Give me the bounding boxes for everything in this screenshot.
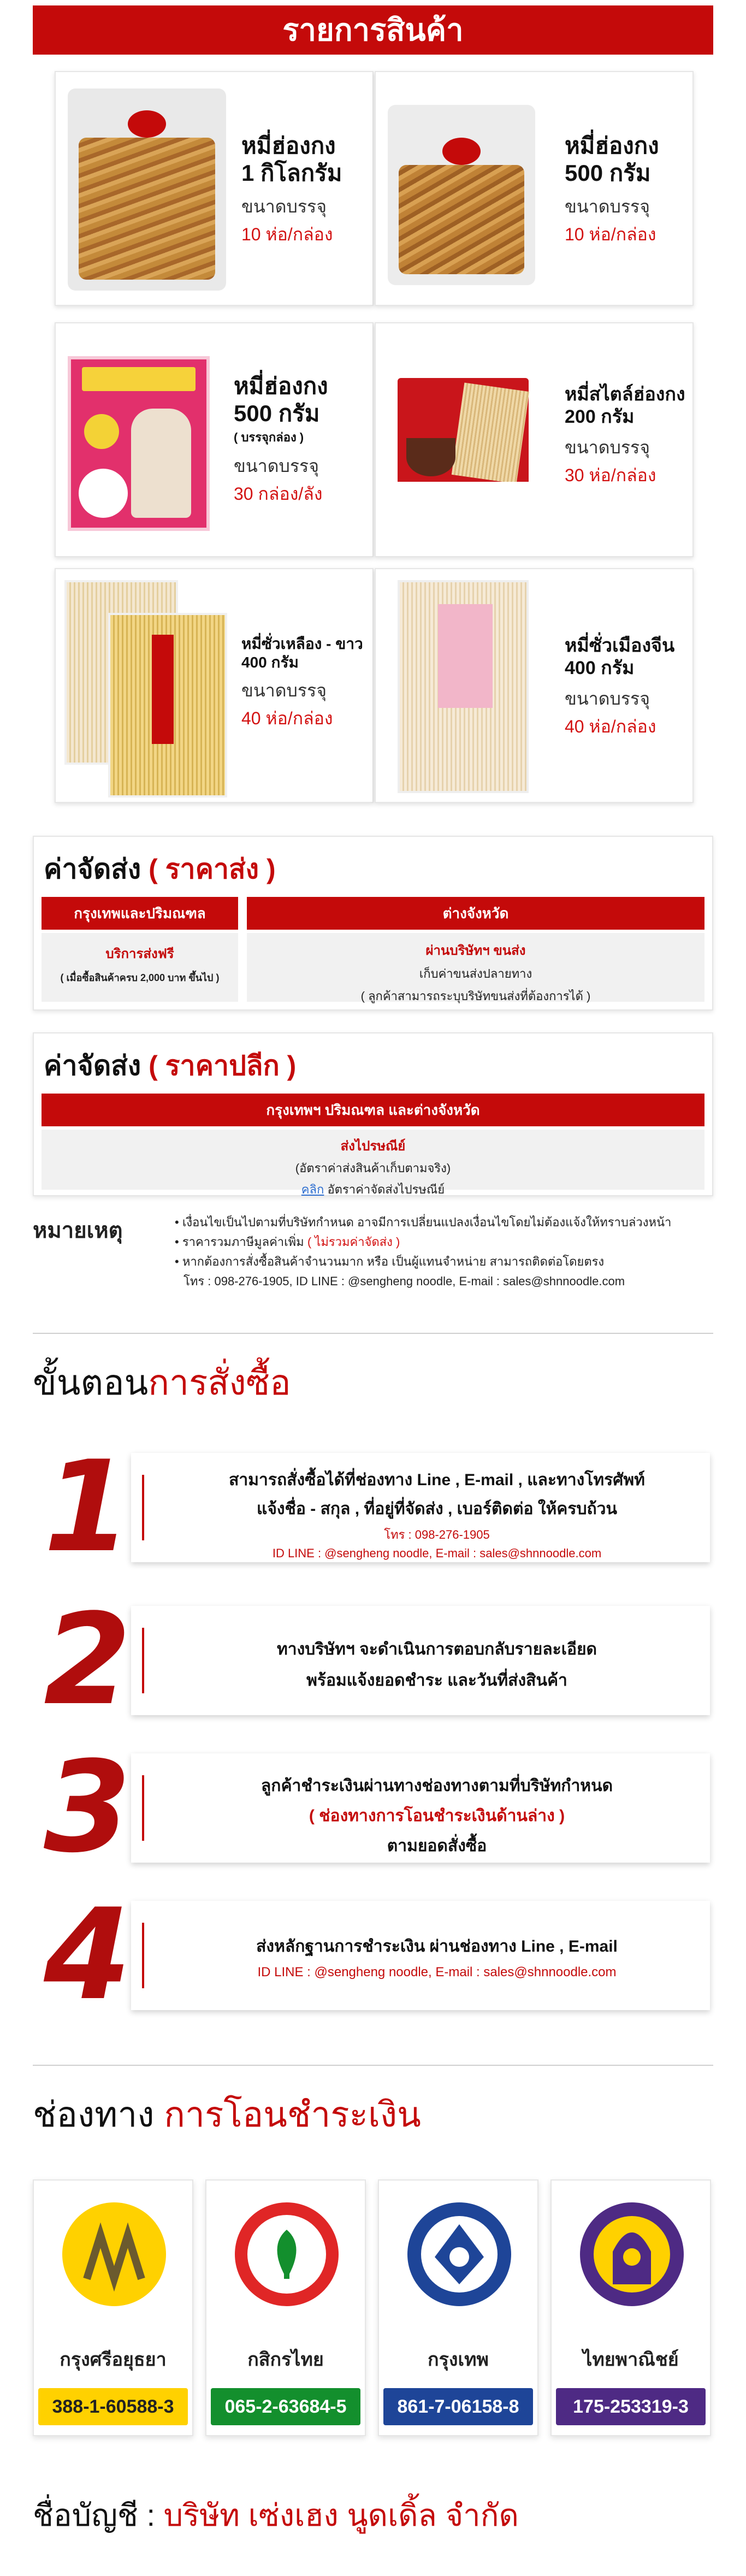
shipping-retail-title: ค่าจัดส่ง ( ราคาปลีก ) — [44, 1050, 297, 1081]
bank-account: 861-7-06158-8 — [383, 2388, 533, 2425]
pack-size-label: ขนาดบรรจุ — [241, 681, 327, 701]
account-name-label: ชื่อบัญชี : — [33, 2498, 156, 2532]
product-note: ( บรรจุกล่อง ) — [234, 430, 304, 444]
shipping-wholesale-title: ค่าจัดส่ง ( ราคาส่ง ) — [44, 854, 276, 884]
province-header: ต่างจังหวัด — [247, 897, 704, 930]
account-name-line — [33, 2491, 519, 2539]
notes-list — [175, 1213, 715, 1291]
courier-line: เก็บค่าขนส่งปลายทาง — [419, 967, 532, 980]
bangkok-bank-logo-icon — [407, 2202, 511, 2306]
step-card — [131, 1753, 710, 1863]
retail-header: กรุงเทพฯ ปริมณฑล และต่างจังหวัด — [42, 1094, 704, 1126]
courier-label: ผ่านบริษัทฯ ขนส่ง — [425, 943, 526, 958]
free-shipping-note: ( เมื่อซื้อสินค้าครบ 2,000 บาท ขึ้นไป ) — [60, 972, 220, 983]
step-divider — [142, 1923, 144, 1988]
pack-size-label: ขนาดบรรจุ — [241, 196, 327, 216]
pack-size-label: ขนาดบรรจุ — [565, 196, 650, 216]
section-title-products: รายการสินค้า — [33, 5, 713, 55]
krungsri-logo-icon — [62, 2202, 166, 2306]
note-item: • ราคารวมภาษีมูลค่าเพิ่ม ( ไม่รวมค่าจัดส่ง ) — [175, 1235, 400, 1249]
bank-account: 388-1-60588-3 — [38, 2388, 188, 2425]
product-name: หมี่ซั่วเหลือง - ขาว — [241, 635, 363, 652]
pack-quantity: 10 ห่อ/กล่อง — [241, 224, 333, 244]
product-card[interactable] — [375, 568, 694, 803]
post-note: (อัตราค่าส่งสินค้าเก็บตามจริง) — [295, 1161, 451, 1175]
product-weight: 400 กรัม — [565, 657, 635, 678]
step-text: แจ้งชื่อ - สกุล , ที่อยู่ที่จัดส่ง , เบอร์ติดต่อ ให้ครบถ้วน — [256, 1500, 618, 1518]
step-text: ทางบริษัทฯ จะดำเนินการตอบกลับรายละเอียด — [276, 1640, 597, 1658]
step-text: ( ช่องทางการโอนชำระเงินด้านล่าง ) — [309, 1807, 565, 1825]
step-phone: โทร : 098-276-1905 — [384, 1528, 490, 1541]
free-shipping-label: บริการส่งฟรี — [105, 947, 174, 961]
bank-card-kasikorn[interactable] — [205, 2179, 366, 2436]
courier-note: ( ลูกค้าสามารถระบุบริษัทขนส่งที่ต้องการได้ ) — [360, 989, 591, 1003]
step-card — [131, 1901, 710, 2010]
pack-quantity: 30 กล่อง/ลัง — [234, 483, 323, 504]
step-number: 1 — [44, 1434, 132, 1580]
product-weight: 400 กรัม — [241, 653, 299, 671]
bank-account: 175-253319-3 — [556, 2388, 706, 2425]
step-number: 4 — [44, 1882, 132, 2028]
pack-quantity: 10 ห่อ/กล่อง — [565, 224, 656, 244]
payment-title: ช่องทาง การโอนชำระเงิน — [33, 2095, 421, 2134]
step-number: 3 — [44, 1735, 132, 1881]
step-card — [131, 1453, 710, 1562]
bank-name: กรุงเทพ — [428, 2349, 489, 2370]
order-step — [33, 1882, 713, 2028]
product-card[interactable] — [375, 71, 694, 306]
bank-card-krungsri[interactable] — [33, 2179, 193, 2436]
pack-quantity: 40 ห่อ/กล่อง — [241, 708, 333, 729]
order-step — [33, 1434, 713, 1580]
step-number: 2 — [44, 1587, 132, 1733]
product-name: หมี่ซั่วเมืองจีน — [565, 635, 675, 656]
product-card[interactable] — [375, 322, 694, 557]
note-item: • หากต้องการสั่งซื้อสินค้าจำนวนมาก หรือ เป็นผู้แทนจำหน่าย สามารถติดต่อโดยตรง — [175, 1255, 605, 1268]
pack-size-label: ขนาดบรรจุ — [565, 437, 650, 457]
product-card[interactable] — [55, 71, 374, 306]
product-image — [398, 378, 529, 515]
order-steps-title: ขั้นตอนการสั่งซื้อ — [33, 1363, 291, 1402]
divider — [33, 1333, 713, 1334]
province-cell — [247, 933, 704, 1002]
notes-title: หมายเหตุ — [33, 1219, 123, 1243]
step-text: ส่งหลักฐานการชำระเงิน ผ่านช่องทาง Line , E-mail — [256, 1937, 618, 1955]
bank-account: 065-2-63684-5 — [211, 2388, 360, 2425]
retail-cell — [42, 1130, 704, 1196]
product-name: หมี่ฮ่องกง — [234, 373, 328, 399]
product-card[interactable] — [55, 568, 374, 803]
kasikorn-logo-icon — [235, 2202, 339, 2306]
step-contact: ID LINE : @sengheng noodle, E-mail : sales@shnnoodle.com — [272, 1546, 602, 1560]
step-divider — [142, 1775, 144, 1841]
step-divider — [142, 1475, 144, 1540]
step-contact: ID LINE : @sengheng noodle, E-mail : sales@shnnoodle.com — [257, 1965, 617, 1980]
divider — [33, 2065, 713, 2066]
step-card — [131, 1606, 710, 1715]
bangkok-cell — [42, 933, 238, 1002]
shipping-retail-panel — [33, 1032, 713, 1196]
shipping-wholesale-panel — [33, 836, 713, 1011]
step-divider — [142, 1628, 144, 1693]
pack-quantity: 30 ห่อ/กล่อง — [565, 465, 656, 485]
bank-card-bangkok[interactable] — [378, 2179, 538, 2436]
scb-logo-icon — [580, 2202, 684, 2306]
post-label: ส่งไปรษณีย์ — [340, 1139, 406, 1154]
product-card[interactable] — [55, 322, 374, 557]
product-image — [68, 356, 210, 531]
step-text: ลูกค้าชำระเงินผ่านทางช่องทางตามที่บริษัทกำหนด — [260, 1777, 613, 1795]
pack-size-label: ขนาดบรรจุ — [234, 456, 319, 476]
product-weight: 500 กรัม — [565, 160, 651, 186]
post-rate-line: คลิก อัตราค่าจัดส่งไปรษณีย์ — [301, 1183, 445, 1196]
pack-quantity: 40 ห่อ/กล่อง — [565, 716, 656, 736]
bank-name: ไทยพาณิชย์ — [583, 2349, 679, 2370]
bangkok-header: กรุงเทพและปริมณฑล — [42, 897, 238, 930]
step-text: ตามยอดสั่งซื้อ — [387, 1837, 487, 1855]
note-item: โทร : 098-276-1905, ID LINE : @sengheng noodle, E-mail : sales@shnnoodle.com — [183, 1274, 625, 1288]
product-image — [398, 580, 529, 793]
product-name: หมี่สไตล์ฮ่องกง — [565, 384, 685, 405]
bank-name: กสิกรไทย — [247, 2349, 324, 2370]
product-image — [64, 580, 228, 793]
note-item: • เงื่อนไขเป็นไปตามที่บริษัทกำหนด อาจมีการเปลี่ยนแปลงเงื่อนไขโดยไม่ต้องแจ้งให้ทราบล่วงหน้า — [175, 1215, 672, 1229]
product-image — [388, 105, 535, 285]
step-text: พร้อมแจ้งยอดชำระ และวันที่ส่งสินค้า — [306, 1671, 567, 1689]
product-weight: 1 กิโลกรัม — [241, 160, 342, 186]
bank-name: กรุงศรีอยุธยา — [60, 2349, 167, 2370]
product-weight: 200 กรัม — [565, 406, 635, 427]
order-step — [33, 1735, 713, 1881]
step-text: สามารถสั่งซื้อได้ที่ช่องทาง Line , E-mail , และทางโทรศัพท์ — [229, 1471, 645, 1489]
order-step — [33, 1587, 713, 1733]
product-name: หมี่ฮ่องกง — [565, 133, 659, 158]
product-image — [68, 88, 226, 291]
account-name: บริษัท เซ่งเฮง นูดเดิ้ล จำกัด — [163, 2498, 519, 2532]
product-name: หมี่ฮ่องกง — [241, 133, 336, 158]
product-weight: 500 กรัม — [234, 400, 320, 427]
post-rate-link[interactable]: คลิก — [301, 1183, 324, 1196]
bank-card-scb[interactable] — [550, 2179, 711, 2436]
pack-size-label: ขนาดบรรจุ — [565, 688, 650, 708]
